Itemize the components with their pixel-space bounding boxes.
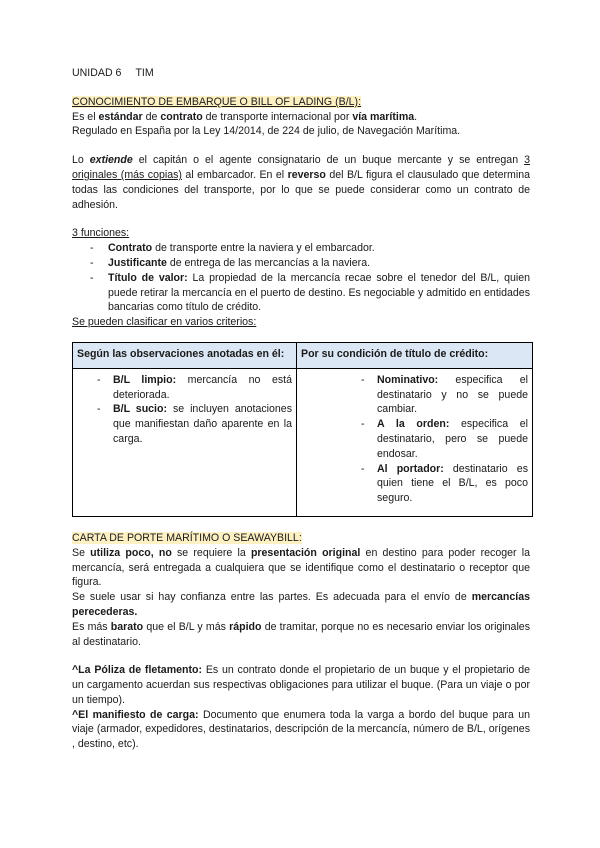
list-item — [77, 402, 292, 446]
text-run: de entrega de las mercancías a la naviera. — [166, 256, 371, 269]
text-run: especifica el destinatario y no se puede cambiar. — [377, 373, 528, 416]
bold-run: reverso — [287, 168, 326, 181]
table-row — [73, 368, 533, 516]
text-run: se incluyen anotaciones que manifiestan daño aparente en la carga. — [113, 403, 292, 445]
document-page — [72, 66, 530, 752]
bold-run: vía marítima — [352, 110, 415, 123]
poliza-note — [72, 663, 530, 707]
text-run: Es el — [72, 110, 99, 123]
text-run: Se suele usar si hay confianza entre las partes. Es adecuada para el envío de — [72, 591, 472, 604]
bl-description-paragraph — [72, 153, 530, 212]
bl-title-text: CONOCIMIENTO DE EMBARQUE O BILL OF LADING (B/L): — [72, 95, 362, 108]
classification-heading — [72, 315, 530, 330]
table-cell — [297, 368, 533, 516]
credit-title-list — [301, 373, 528, 506]
document-header — [72, 66, 530, 81]
bold-run: A la orden: — [377, 418, 450, 431]
text-run: de — [142, 110, 161, 123]
text-run: Se — [72, 546, 91, 559]
seawaybill-title — [72, 531, 530, 546]
table-header-row — [73, 342, 533, 368]
text-run: en destino para poder recoger la mercancía, será entregada a cualquiera que se identifique como el destinatario o receptor que figura. — [72, 546, 530, 589]
bold-italic-run: extiende — [89, 154, 133, 167]
bold-run: rápido — [229, 620, 262, 633]
list-item — [341, 462, 528, 506]
classification-heading-text: Se pueden clasificar en varios criterios: — [72, 316, 257, 329]
seawaybill-title-text: CARTA DE PORTE MARÍTIMO O SEAWAYBILL: — [72, 531, 302, 544]
text-run: Es más — [72, 620, 111, 633]
text-run: . — [414, 110, 418, 123]
text-run: el capitán o el agente consignatario de un buque mercante y se entregan — [132, 154, 525, 167]
bold-run: Contrato — [108, 242, 153, 255]
classification-table — [72, 342, 533, 517]
functions-heading — [72, 226, 530, 241]
text-run: al embarcador. En el — [181, 168, 288, 181]
bold-run: mercancías perecederas. — [72, 591, 530, 618]
list-item — [77, 373, 292, 403]
text-run: Es un contrato donde el propietario de un buque y el propietario de un cargamento acuerdan sus respectivas obligaciones para utilizar el buque. (Para un viaje o por un tiempo). — [72, 664, 530, 706]
bold-run: Título de valor: — [108, 271, 188, 284]
seawaybill-paragraph-1 — [72, 546, 530, 590]
functions-list — [72, 241, 530, 315]
unit-label: UNIDAD 6 — [72, 67, 122, 79]
text-run: de transporte entre la naviera y el embarcador. — [152, 242, 375, 255]
seawaybill-paragraph-2 — [72, 590, 530, 620]
text-run: Lo — [72, 154, 90, 167]
subject-label: TIM — [135, 67, 154, 79]
bold-run: B/L limpio: — [113, 373, 177, 386]
table-cell — [73, 368, 297, 516]
bold-run: utiliza poco, no — [90, 546, 172, 559]
list-item — [72, 271, 530, 315]
bl-section-title — [72, 95, 530, 110]
text-run: de transporte internacional por — [202, 110, 353, 123]
text-run: destinatario es quien tiene el B/L, es poco seguro. — [377, 462, 528, 505]
seawaybill-paragraph-3 — [72, 620, 530, 650]
list-item — [341, 373, 528, 417]
bold-run: presentación original — [250, 546, 361, 559]
observations-list — [77, 373, 292, 447]
bold-run: contrato — [160, 110, 203, 123]
list-item — [341, 417, 528, 461]
table-header-cell: Por su condición de título de crédito: — [297, 342, 533, 368]
underlined-run: 3 originales (más copias) — [72, 154, 530, 181]
bold-run: B/L sucio: — [113, 403, 168, 416]
text-run: del B/L figura el clausulado que determina todas las condiciones del transporte, por lo que se puede considerar como un contrato de adhesión. — [72, 168, 530, 211]
bold-run: Al portador: — [377, 462, 444, 475]
text-run: La propiedad de la mercancía recae sobre el tenedor del B/L, quien puede retirar la mercancía en el puerto de destino. Es negociable y admitido en entidades bancarias como título de crédito. — [108, 271, 530, 314]
manifiesto-note — [72, 708, 530, 752]
table-header-cell: Según las observaciones anotadas en él: — [73, 342, 297, 368]
list-item — [72, 256, 530, 271]
bl-definition-line — [72, 110, 530, 125]
bold-run: ^El manifiesto de carga: — [72, 708, 199, 721]
list-item — [72, 241, 530, 256]
text-run: Documento que enumera toda la varga a bordo del buque para un viaje (armador, expedidores, destinatarios, descripción de la mercancía, número de B/L, orígenes , destino, etc). — [72, 708, 530, 751]
text-run: que el B/L y más — [143, 620, 230, 633]
text-run: mercancía no está deteriorada. — [113, 373, 293, 401]
bl-regulation-line: Regulado en España por la Ley 14/2014, de 224 de julio, de Navegación Marítima. — [72, 125, 461, 138]
text-run: especifica el destinatario, pero se puede endosar. — [377, 418, 528, 460]
bold-run: ^La Póliza de fletamento: — [72, 664, 203, 677]
text-run: de tramitar, porque no es necesario enviar los originales al destinatario. — [72, 620, 530, 648]
text-run: se requiere la — [171, 546, 251, 559]
bold-run: Justificante — [108, 256, 167, 269]
functions-heading-text: 3 funciones: — [72, 227, 130, 240]
bold-run: Nominativo: — [377, 373, 439, 386]
bold-run: estándar — [98, 110, 143, 123]
bold-run: barato — [110, 620, 144, 633]
